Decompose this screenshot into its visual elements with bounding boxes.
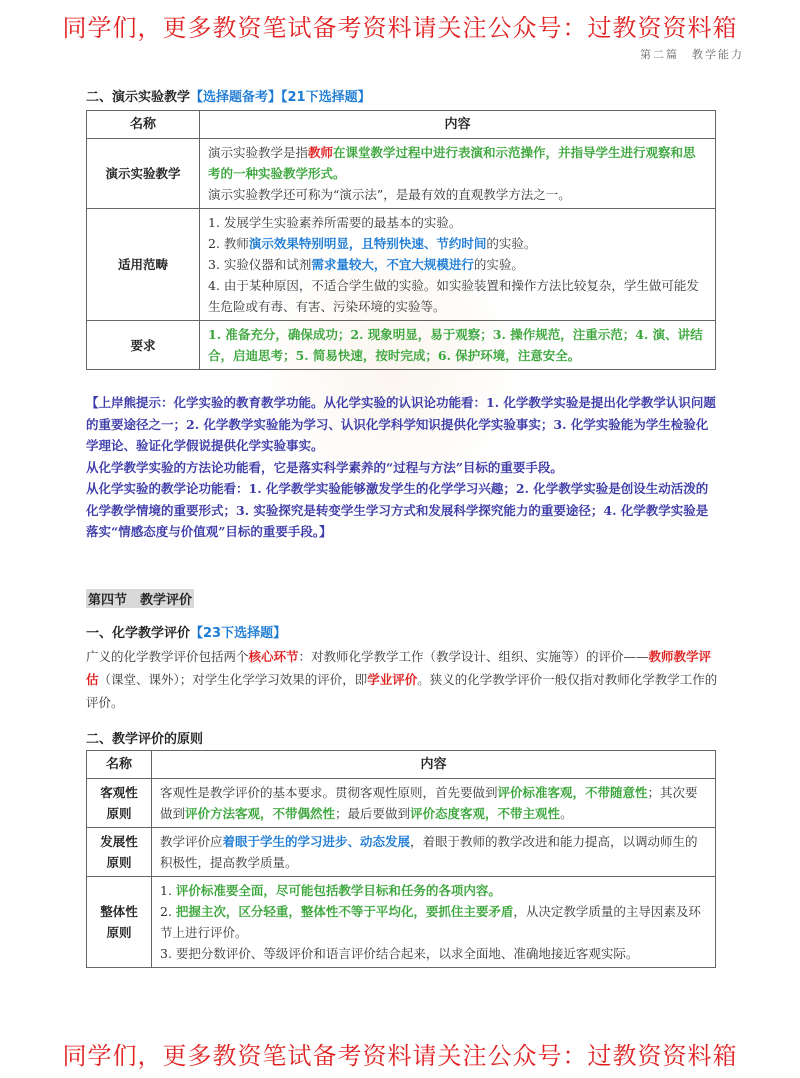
bottom-banner: 同学们，更多教资笔试备考资料请关注公众号：过教资资料箱	[62, 1042, 738, 1070]
tip-box	[86, 392, 720, 543]
table-row	[87, 877, 716, 968]
row-name: 客观性原则	[87, 779, 152, 828]
table-header-name: 名称	[87, 751, 152, 779]
section-tag: 【选择题备考】【21下选择题】	[190, 90, 371, 105]
row-content: 1. 准备充分，确保成功；2. 现象明显，易于观察；3. 操作规范，注重示范；4. 演、讲结合，启迪思考；5. 简易快速，按时完成；6. 保护环境，注意安全。	[200, 321, 716, 370]
principle-table	[86, 750, 716, 968]
table-row	[87, 139, 716, 209]
table-header-content: 内容	[152, 751, 716, 779]
row-name: 发展性原则	[87, 828, 152, 877]
section-tag: 【23下选择题】	[190, 626, 287, 641]
row-name: 演示实验教学	[87, 139, 200, 209]
tip-paragraph: 【上岸熊提示：化学实验的教育教学功能。从化学实验的认识论功能看：1. 化学教学实验是提出化学教学认识问题的重要途径之一；2. 化学教学实验能为学习、认识化学科学知识提供化学实验事实；3. 化学实验能为学生检验化学理论、验证化学假说提供化学实验事实。	[86, 395, 716, 453]
eval-paragraph: 广义的化学教学评价包括两个核心环节：对教师化学教学工作（教学设计、组织、实施等）的评价——教师教学评估（课堂、课外）；对学生化学学习效果的评价，即学业评价。狭义的化学教学评价一般仅指对教师化学教学工作的评价。	[86, 649, 718, 710]
section-title-principle: 二、教学评价的原则	[86, 732, 204, 747]
row-content: 客观性是教学评价的基本要求。贯彻客观性原则，首先要做到评价标准客观，不带随意性；其次要做到评价方法客观，不带偶然性；最后要做到评价态度客观，不带主观性。	[152, 779, 716, 828]
row-name: 整体性原则	[87, 877, 152, 968]
row-content: 演示实验教学是指教师在课堂教学过程中进行表演和示范操作，并指导学生进行观察和思考的一种实验教学形式。 演示实验教学还可称为“演示法”，是最有效的直观教学方法之一。	[200, 139, 716, 209]
table-header-content: 内容	[200, 111, 716, 139]
table-header-name: 名称	[87, 111, 200, 139]
chapter-label: 第二篇 教学能力	[640, 48, 744, 61]
row-name: 要求	[87, 321, 200, 370]
tip-paragraph: 从化学实验的教学论功能看：1. 化学教学实验能够激发学生的化学学习兴趣；2. 化学教学实验是创设生动活泼的化学教学情境的重要形式；3. 实验探究是转变学生学习方式和发展科学探究能力的重要途径；4. 化学教学实验是落实“情感态度与价值观”目标的重要手段。】	[86, 481, 709, 539]
table-row	[87, 779, 716, 828]
section-title-demo	[86, 86, 371, 105]
table-row	[87, 321, 716, 370]
row-content: 教学评价应着眼于学生的学习进步、动态发展，着眼于教师的教学改进和能力提高，以调动师生的积极性，提高教学质量。	[152, 828, 716, 877]
top-banner: 同学们，更多教资笔试备考资料请关注公众号：过教资资料箱	[62, 14, 738, 42]
row-content: 1. 发展学生实验素养所需要的最基本的实验。 2. 教师演示效果特别明显，且特别快速、节约时间的实验。 3. 实验仪器和试剂需求量较大，不宜大规模进行的实验。 4. 由于某种原因，不适合学生做的实验。如实验装置和操作方法比较复杂，学生做可能发生危险或有毒、有害、污染环境的实验等。	[200, 209, 716, 321]
section-title-text: 二、演示实验教学	[86, 90, 191, 105]
table-row	[87, 828, 716, 877]
section4-title: 第四节 教学评价	[86, 589, 194, 608]
demo-table	[86, 110, 716, 370]
row-name: 适用范畴	[87, 209, 200, 321]
section-title-text: 一、化学教学评价	[86, 626, 191, 641]
table-row	[87, 209, 716, 321]
tip-paragraph: 从化学教学实验的方法论功能看，它是落实科学素养的“过程与方法”目标的重要手段。	[86, 459, 563, 475]
row-content: 1. 评价标准要全面，尽可能包括教学目标和任务的各项内容。 2. 把握主次，区分轻重，整体性不等于平均化，要抓住主要矛盾，从决定教学质量的主导因素及环节上进行评价。 3. 要把分数评价、等级评价和语言评价结合起来，以求全面地、准确地接近客观实际。	[152, 877, 716, 968]
section-title-eval	[86, 622, 286, 641]
